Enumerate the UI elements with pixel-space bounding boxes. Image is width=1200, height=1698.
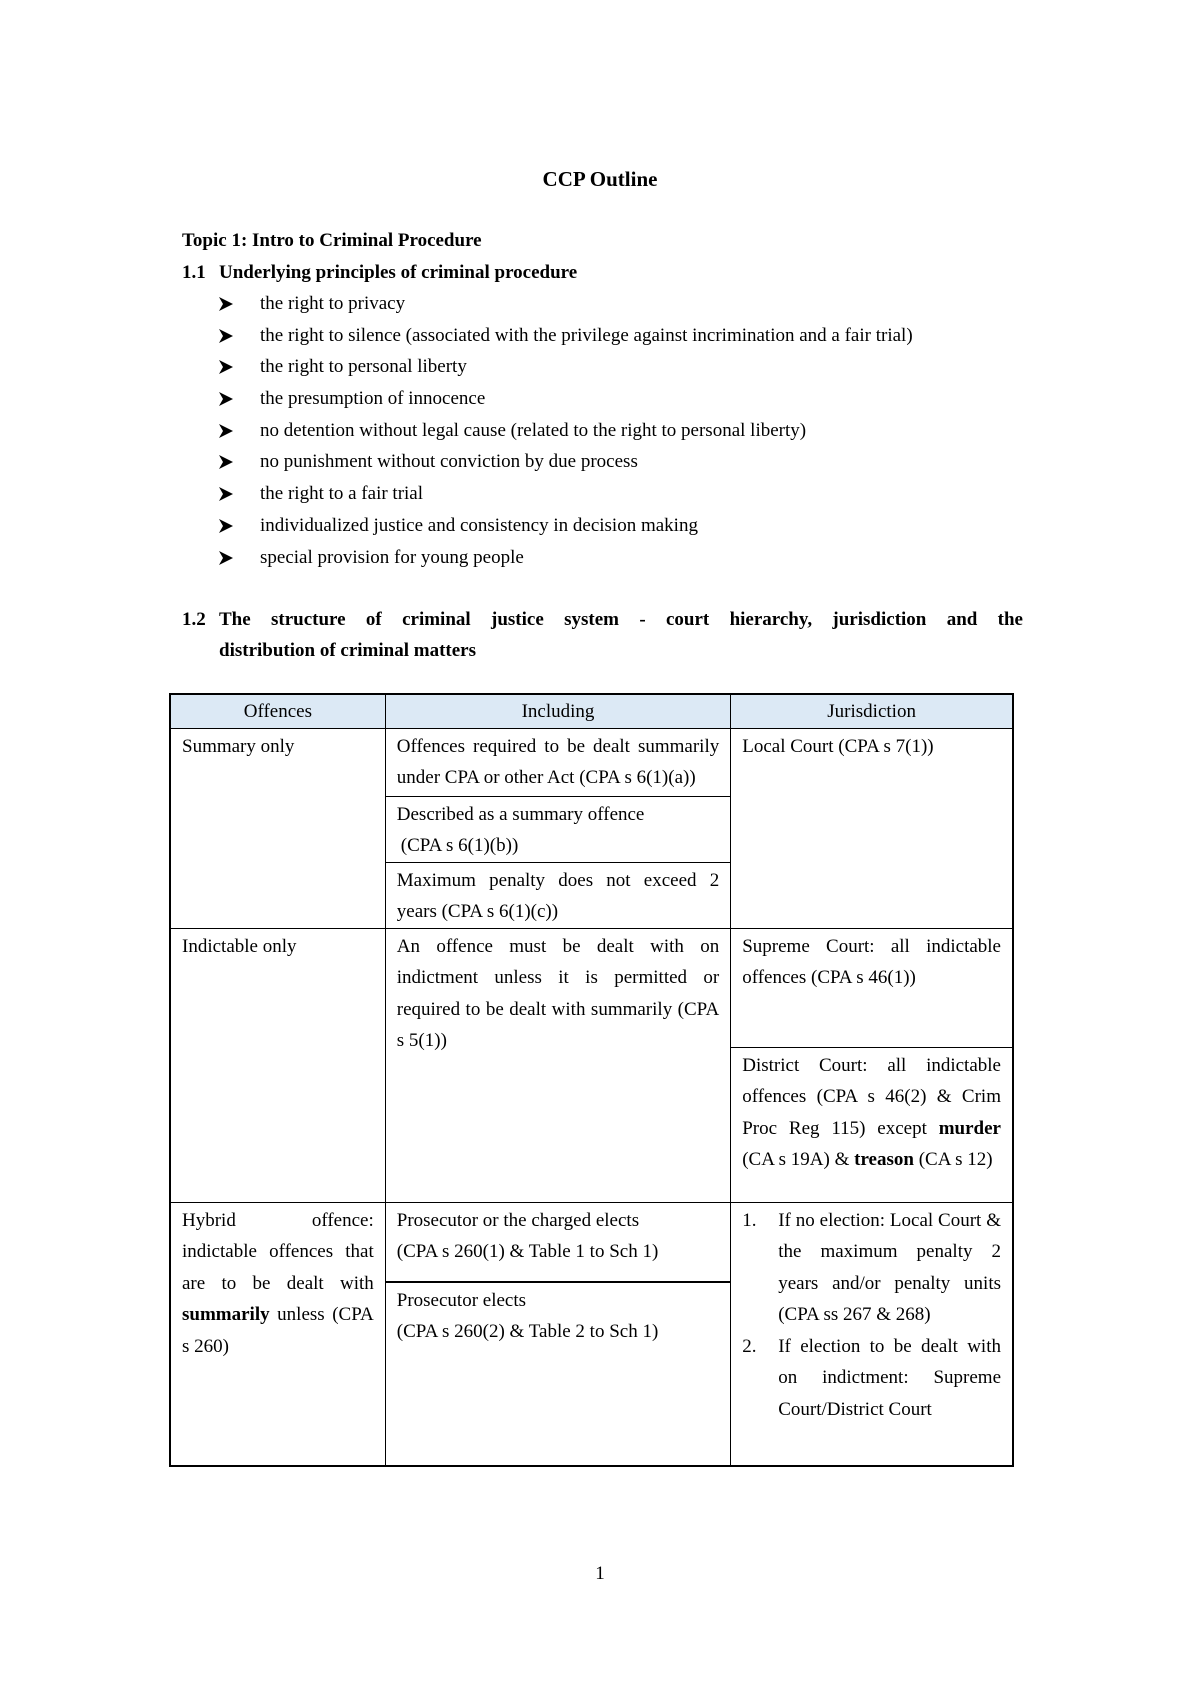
offence-summary: Summary only: [171, 728, 386, 928]
principle-list-item: [218, 290, 913, 322]
table-row: [171, 928, 1013, 1047]
including-hybrid-2: [385, 1282, 730, 1466]
arrow-bullet-icon: [218, 423, 234, 439]
principle-list-item: [218, 544, 913, 576]
jurisdiction-hybrid-list: [742, 1205, 1001, 1426]
including-summary-2-line-1: Described as a summary offence: [396, 803, 645, 825]
section-title-line-2: distribution of criminal matters: [219, 640, 477, 661]
principle-text: no detention without legal cause (related to the right to personal liberty): [260, 419, 807, 441]
section-1-2-heading: [182, 604, 1023, 666]
arrow-bullet-icon: [218, 359, 234, 375]
keyword-treason: treason: [854, 1149, 914, 1170]
arrow-bullet-icon: [218, 391, 234, 407]
list-text: If no election: Local Court & the maximum penalty 2 years and/or penalty units (CPA ss 267 & 268): [778, 1209, 1001, 1325]
arrow-bullet-icon: [218, 486, 234, 502]
including-hybrid-1-line-1: Prosecutor or the charged elects: [396, 1209, 640, 1231]
principle-list-item: [218, 385, 913, 417]
keyword-murder: murder: [938, 1117, 1001, 1139]
arrow-bullet-icon: [218, 518, 234, 534]
keyword-summarily: summarily: [182, 1304, 270, 1325]
arrow-bullet-icon: [218, 296, 234, 312]
jurisdiction-list-item: [742, 1205, 1001, 1331]
including-hybrid-2-line-1: Prosecutor elects: [396, 1289, 527, 1311]
principle-text: the right to personal liberty: [260, 356, 467, 378]
including-hybrid-2-line-2: (CPA s 260(2) & Table 2 to Sch 1): [396, 1321, 659, 1342]
arrow-bullet-icon: [218, 328, 234, 344]
principle-text: the right to privacy: [260, 293, 406, 314]
header-including: Including: [385, 695, 730, 729]
topic-heading: Topic 1: Intro to Criminal Procedure: [182, 230, 482, 251]
section-number: 1.2: [182, 609, 206, 630]
header-jurisdiction: Jurisdiction: [731, 695, 1013, 729]
principle-list-item: [218, 512, 913, 544]
jurisdiction-district-text: (CA s 19A) &: [742, 1149, 850, 1170]
jurisdiction-table: [170, 694, 1013, 1466]
arrow-bullet-icon: [218, 550, 234, 566]
header-offences: Offences: [171, 695, 386, 729]
including-summary-2: [385, 796, 730, 862]
principle-text: the right to a fair trial: [260, 483, 424, 505]
including-hybrid-1-line-2: (CPA s 260(1) & Table 1 to Sch 1): [396, 1241, 659, 1262]
section-number: 1.1: [182, 262, 206, 283]
table-header-row: [171, 695, 1013, 729]
page-number: 1: [595, 1563, 605, 1584]
arrow-bullet-icon: [218, 454, 234, 470]
list-number: 2.: [742, 1335, 757, 1357]
principle-list-item: [218, 417, 913, 449]
principle-list-item: [218, 480, 913, 512]
document-title: CCP Outline: [542, 167, 658, 191]
jurisdiction-supreme: Supreme Court: all indictable offences (CPA s 46(1)): [731, 928, 1013, 1047]
principle-text: the right to silence (associated with the privilege against incrimination and a fair trial): [260, 324, 913, 346]
table-row: [171, 728, 1013, 796]
including-summary-3: Maximum penalty does not exceed 2 years (CPA s 6(1)(c)): [385, 862, 730, 928]
jurisdiction-list-item: [742, 1331, 1001, 1426]
including-indictable: An offence must be dealt with on indictment unless it is permitted or required to be dealt with summarily (CPA s 5(1)): [385, 928, 730, 1202]
table-row: [171, 1202, 1013, 1282]
offence-hybrid-text: unless (CPA s 260): [182, 1304, 374, 1357]
offence-hybrid: [171, 1202, 386, 1465]
principles-list: [218, 290, 913, 575]
offence-hybrid-text: Hybrid offence: indictable offences that are to be dealt with: [182, 1209, 374, 1294]
section-1-1-heading: [182, 260, 577, 286]
jurisdiction-hybrid: [731, 1202, 1013, 1465]
jurisdiction-district-text: (CA s 12): [918, 1149, 993, 1170]
including-summary-2-line-2: (CPA s 6(1)(b)): [400, 835, 519, 856]
principle-text: the presumption of innocence: [260, 388, 486, 410]
including-summary-1: Offences required to be dealt summarily under CPA or other Act (CPA s 6(1)(a)): [385, 728, 730, 796]
jurisdiction-summary: Local Court (CPA s 7(1)): [731, 728, 1013, 928]
including-hybrid-1: [385, 1202, 730, 1282]
section-title-line-1: The structure of criminal justice system - court hierarchy, jurisdiction and the: [219, 609, 1023, 630]
principle-text: no punishment without conviction by due process: [260, 451, 638, 473]
principle-list-item: [218, 322, 913, 354]
jurisdiction-district-text: District Court: all indictable offences (CPA s 46(2) & Crim Proc Reg 115) except: [742, 1054, 1001, 1139]
principle-list-item: [218, 353, 913, 385]
principle-list-item: [218, 448, 913, 480]
principle-text: individualized justice and consistency in decision making: [260, 514, 698, 536]
principle-text: special provision for young people: [260, 546, 524, 568]
list-number: 1.: [742, 1209, 757, 1231]
offence-indictable: Indictable only: [171, 928, 386, 1202]
list-text: If election to be dealt with on indictment: Supreme Court/District Court: [778, 1335, 1001, 1420]
section-title: Underlying principles of criminal procedure: [219, 262, 578, 283]
jurisdiction-district: [731, 1047, 1013, 1202]
